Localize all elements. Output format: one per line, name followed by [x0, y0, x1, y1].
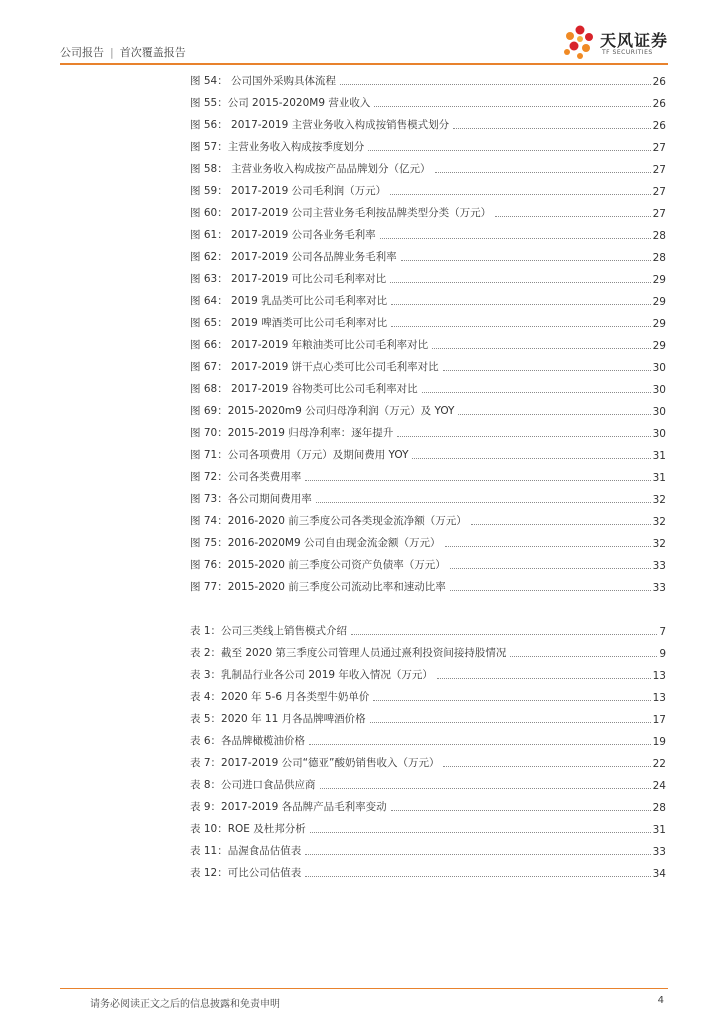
- figure-entry-page: 30: [652, 406, 666, 418]
- figure-entry-title: 图 60： 2017-2019 公司主营业务毛利按品牌类型分类（万元）: [190, 207, 492, 219]
- figure-entry-title: 图 73：各公司期间费用率: [190, 493, 312, 505]
- figure-entry-page: 29: [652, 318, 666, 330]
- table-entry-page: 9: [659, 648, 666, 660]
- figure-list: [190, 66, 666, 594]
- flower-logo-icon: [558, 22, 602, 62]
- figure-entry[interactable]: [190, 242, 666, 264]
- table-entry[interactable]: [190, 660, 666, 682]
- figure-entry[interactable]: [190, 440, 666, 462]
- table-entry[interactable]: [190, 858, 666, 880]
- figure-entry[interactable]: [190, 418, 666, 440]
- figure-entry-title: 图 77：2015-2020 前三季度公司流动比率和速动比率: [190, 581, 446, 593]
- dot-leader: [450, 590, 651, 591]
- table-entry-title: 表 4：2020 年 5-6 月各类型牛奶单价: [190, 691, 370, 703]
- header-company-report: 公司报告: [60, 46, 104, 59]
- dot-leader: [391, 326, 651, 327]
- figure-entry-page: 28: [652, 230, 666, 242]
- figure-entry[interactable]: [190, 110, 666, 132]
- report-type: [60, 44, 186, 60]
- dot-leader: [305, 876, 650, 877]
- table-entry-page: 17: [652, 714, 666, 726]
- figure-entry-page: 30: [652, 428, 666, 440]
- figure-entry-page: 32: [652, 538, 666, 550]
- figure-entry-title: 图 66： 2017-2019 年粮油类可比公司毛利率对比: [190, 339, 429, 351]
- dot-leader: [422, 392, 651, 393]
- table-entry-page: 22: [652, 758, 666, 770]
- figure-entry[interactable]: [190, 264, 666, 286]
- figure-entry[interactable]: [190, 198, 666, 220]
- figure-entry[interactable]: [190, 154, 666, 176]
- page-number: 4: [657, 995, 664, 1006]
- table-entry[interactable]: [190, 638, 666, 660]
- figure-entry[interactable]: [190, 286, 666, 308]
- figure-entry-title: 图 56： 2017-2019 主营业务收入构成按销售模式划分: [190, 119, 450, 131]
- figure-entry-page: 29: [652, 274, 666, 286]
- figure-entry-title: 图 62： 2017-2019 公司各品牌业务毛利率: [190, 251, 397, 263]
- figure-entry-title: 图 54： 公司国外采购具体流程: [190, 75, 337, 87]
- table-list: [190, 616, 666, 880]
- figure-entry[interactable]: [190, 88, 666, 110]
- figure-entry-page: 29: [652, 296, 666, 308]
- figure-entry[interactable]: [190, 132, 666, 154]
- header-coverage-report: 首次覆盖报告: [119, 46, 186, 59]
- figure-entry[interactable]: [190, 506, 666, 528]
- page-header: [60, 31, 669, 62]
- dot-leader: [316, 502, 651, 503]
- dot-leader: [340, 84, 651, 85]
- figure-entry[interactable]: [190, 220, 666, 242]
- table-entry[interactable]: [190, 814, 666, 836]
- figure-entry-title: 图 65： 2019 啤酒类可比公司毛利率对比: [190, 317, 388, 329]
- figure-entry[interactable]: [190, 66, 666, 88]
- figure-entry-page: 30: [652, 384, 666, 396]
- figure-entry-page: 33: [652, 582, 666, 594]
- dot-leader: [374, 106, 650, 107]
- dot-leader: [380, 238, 651, 239]
- dot-leader: [432, 348, 651, 349]
- dot-leader: [458, 414, 650, 415]
- figure-entry[interactable]: [190, 352, 666, 374]
- figure-entry-page: 30: [652, 362, 666, 374]
- figure-entry[interactable]: [190, 176, 666, 198]
- header-divider: [60, 63, 668, 65]
- table-entry-page: 13: [652, 670, 666, 682]
- figure-entry[interactable]: [190, 528, 666, 550]
- figure-entry[interactable]: [190, 484, 666, 506]
- table-entry-page: 33: [652, 846, 666, 858]
- figure-entry-page: 26: [652, 76, 666, 88]
- dot-leader: [390, 282, 651, 283]
- table-entry-title: 表 12：可比公司估值表: [190, 867, 302, 879]
- dot-leader: [412, 458, 650, 459]
- dot-leader: [305, 480, 650, 481]
- logo-subtitle: TF SECURITIES: [602, 49, 653, 56]
- table-entry-title: 表 5：2020 年 11 月各品牌啤酒价格: [190, 713, 366, 725]
- figure-entry-title: 图 70：2015-2019 归母净利率：逐年提升: [190, 427, 394, 439]
- figure-entry-page: 26: [652, 98, 666, 110]
- figure-entry-title: 图 75：2016-2020M9 公司自由现金流金额（万元）: [190, 537, 441, 549]
- section-gap: [190, 594, 666, 616]
- table-entry-title: 表 11：品渥食品估值表: [190, 845, 302, 857]
- dot-leader: [351, 634, 657, 635]
- figure-entry-page: 31: [652, 472, 666, 484]
- figure-entry-title: 图 58： 主营业务收入构成按产品品牌划分（亿元）: [190, 163, 431, 175]
- figure-entry-page: 32: [652, 494, 666, 506]
- dot-leader: [443, 370, 651, 371]
- table-entry-page: 7: [659, 626, 666, 638]
- table-entry-title: 表 7：2017-2019 公司“德亚”酸奶销售收入（万元）: [190, 757, 440, 769]
- footer-disclaimer: 请务必阅读正文之后的信息披露和免责申明: [90, 999, 280, 1010]
- table-entry[interactable]: [190, 836, 666, 858]
- brand-logo: [558, 22, 668, 62]
- figure-entry-title: 图 55：公司 2015-2020M9 营业收入: [190, 97, 371, 109]
- figure-entry-page: 33: [652, 560, 666, 572]
- figure-entry-page: 26: [652, 120, 666, 132]
- dot-leader: [401, 260, 651, 261]
- figure-entry[interactable]: [190, 550, 666, 572]
- dot-leader: [495, 216, 651, 217]
- table-entry-page: 19: [652, 736, 666, 748]
- figure-entry-title: 图 76：2015-2020 前三季度公司资产负债率（万元）: [190, 559, 446, 571]
- figure-entry-title: 图 68： 2017-2019 谷物类可比公司毛利率对比: [190, 383, 418, 395]
- figure-entry-title: 图 67： 2017-2019 饼干点心类可比公司毛利率对比: [190, 361, 439, 373]
- figure-entry[interactable]: [190, 330, 666, 352]
- figure-entry[interactable]: [190, 396, 666, 418]
- header-separator: |: [110, 46, 114, 59]
- figure-entry-title: 图 63： 2017-2019 可比公司毛利率对比: [190, 273, 387, 285]
- dot-leader: [437, 678, 651, 679]
- figure-entry-title: 图 74：2016-2020 前三季度公司各类现金流净额（万元）: [190, 515, 467, 527]
- dot-leader: [445, 546, 651, 547]
- table-entry-page: 31: [652, 824, 666, 836]
- figure-entry-title: 图 71：公司各项费用（万元）及期间费用 YOY: [190, 449, 409, 461]
- figure-entry-title: 图 57：主营业务收入构成按季度划分: [190, 141, 365, 153]
- dot-leader: [368, 150, 650, 151]
- table-entry[interactable]: [190, 704, 666, 726]
- table-entry-title: 表 9：2017-2019 各品牌产品毛利率变动: [190, 801, 387, 813]
- figure-entry[interactable]: [190, 308, 666, 330]
- table-entry-title: 表 1：公司三类线上销售模式介绍: [190, 625, 348, 637]
- figure-entry-page: 32: [652, 516, 666, 528]
- figure-entry-title: 图 61： 2017-2019 公司各业务毛利率: [190, 229, 376, 241]
- table-entry[interactable]: [190, 748, 666, 770]
- table-of-contents: [190, 66, 666, 880]
- table-entry[interactable]: [190, 792, 666, 814]
- figure-entry-page: 27: [652, 142, 666, 154]
- dot-leader: [320, 788, 651, 789]
- dot-leader: [397, 436, 650, 437]
- table-entry-page: 24: [652, 780, 666, 792]
- dot-leader: [510, 656, 657, 657]
- table-entry-title: 表 6：各品牌橄榄油价格: [190, 735, 306, 747]
- dot-leader: [453, 128, 651, 129]
- figure-entry-page: 27: [652, 208, 666, 220]
- dot-leader: [450, 568, 651, 569]
- dot-leader: [443, 766, 650, 767]
- figure-entry-title: 图 59： 2017-2019 公司毛利润（万元）: [190, 185, 387, 197]
- table-entry[interactable]: [190, 616, 666, 638]
- dot-leader: [391, 810, 651, 811]
- dot-leader: [305, 854, 650, 855]
- dot-leader: [435, 172, 651, 173]
- figure-entry-page: 28: [652, 252, 666, 264]
- table-entry-page: 13: [652, 692, 666, 704]
- figure-entry-title: 图 69：2015-2020m9 公司归母净利润（万元）及 YOY: [190, 405, 455, 417]
- dot-leader: [373, 700, 650, 701]
- dot-leader: [309, 744, 651, 745]
- table-entry-title: 表 8：公司进口食品供应商: [190, 779, 316, 791]
- figure-entry-page: 27: [652, 164, 666, 176]
- figure-entry-page: 29: [652, 340, 666, 352]
- table-entry-page: 28: [652, 802, 666, 814]
- table-entry-title: 表 2：截至 2020 第三季度公司管理人员通过熹利投资间接持股情况: [190, 647, 507, 659]
- table-entry-page: 34: [652, 868, 666, 880]
- table-entry[interactable]: [190, 726, 666, 748]
- dot-leader: [471, 524, 651, 525]
- figure-entry-page: 27: [652, 186, 666, 198]
- figure-entry-title: 图 72：公司各类费用率: [190, 471, 302, 483]
- figure-entry[interactable]: [190, 462, 666, 484]
- table-entry[interactable]: [190, 770, 666, 792]
- dot-leader: [310, 832, 651, 833]
- figure-entry[interactable]: [190, 572, 666, 594]
- figure-entry-page: 31: [652, 450, 666, 462]
- table-entry[interactable]: [190, 682, 666, 704]
- table-entry-title: 表 3：乳制品行业各公司 2019 年收入情况（万元）: [190, 669, 433, 681]
- logo-name: 天风证券: [600, 31, 669, 50]
- dot-leader: [390, 194, 651, 195]
- table-entry-title: 表 10：ROE 及杜邦分析: [190, 823, 306, 835]
- figure-entry[interactable]: [190, 374, 666, 396]
- footer-divider: [60, 988, 668, 989]
- dot-leader: [370, 722, 651, 723]
- figure-entry-title: 图 64： 2019 乳品类可比公司毛利率对比: [190, 295, 388, 307]
- dot-leader: [391, 304, 651, 305]
